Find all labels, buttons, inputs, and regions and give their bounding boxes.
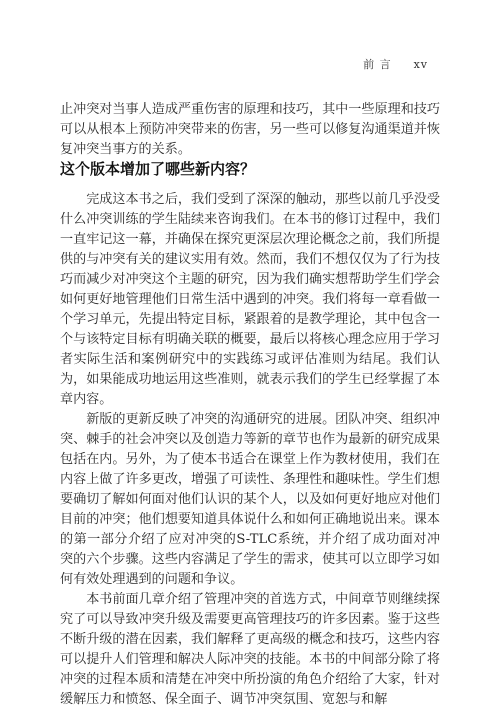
running-header (363, 56, 428, 72)
page-number: xv (413, 58, 428, 71)
continuation-paragraph: 止冲突对当事人造成严重伤害的原理和技巧，其中一些原理和技巧可以从根本上预防冲突带来的伤害，另一些可以修复沟通渠道并恢复冲突当事方的关系。 (60, 102, 440, 157)
body-paragraph-1: 完成这本书之后，我们受到了深深的触动，那些以前几乎没受什么冲突训练的学生陆续来咨询我们。在本书的修订过程中，我们一直牢记这一幕，并确保在探究更深层次理论概念之前，我们所提供的与冲突有关的建议实用有效。然而，我们不想仅仅为了行为技巧而减少对冲突这个主题的研究，因为我们确实想帮助学生们学会如何更好地管理他们日常生活中遇到的冲突。我们将每一章看做一个学习单元，先提出特定目标，紧跟着的是教学理论，其中包含一个与该特定目标有明确关联的概要，最后以将核心理念应用于学习者实际生活和案例研究中的实践练习或评估准则为结尾。我们认为，如果能成功地运用这些准则，就表示我们的学生已经掌握了本章内容。 (60, 192, 440, 407)
section-title: 前 言 (363, 58, 392, 71)
section-heading: 这个版本增加了哪些新内容？ (60, 160, 256, 178)
body-paragraph-3: 本书前面几章介绍了管理冲突的首选方式，中间章节则继续探究了可以导致冲突升级及需要更高管理技巧的许多因素。鉴于这些不断升级的潜在因素，我们解释了更高级的概念和技巧，这些内容可以提升人们管理和解决人际冲突的技能。本书的中间部分除了将冲突的过程本质和清楚在冲突中所扮演的角色介绍给了大家，针对缓解压力和愤怒、保全面子、调节冲突氛围、宽恕与和解 (60, 592, 440, 707)
body-paragraph-2: 新版的更新反映了冲突的沟通研究的进展。团队冲突、组织冲突、棘手的社会冲突以及创造力等新的章节也作为最新的研究成果包括在内。另外，为了使本书适合在课堂上作为教材使用，我们在内容上做了许多更改，增强了可读性、条理性和趣味性。学生们想要确切了解如何面对他们认识的某个人，以及如何更好地应对他们目前的冲突；他们想要知道具体说什么和如何正确地说出来。课本的第一部分介绍了应对冲突的S-TLC系统，并介绍了成功面对冲突的六个步骤。这些内容满足了学生的需求，使其可以立即学习如何有效处理遇到的问题和争议。 (60, 412, 440, 587)
